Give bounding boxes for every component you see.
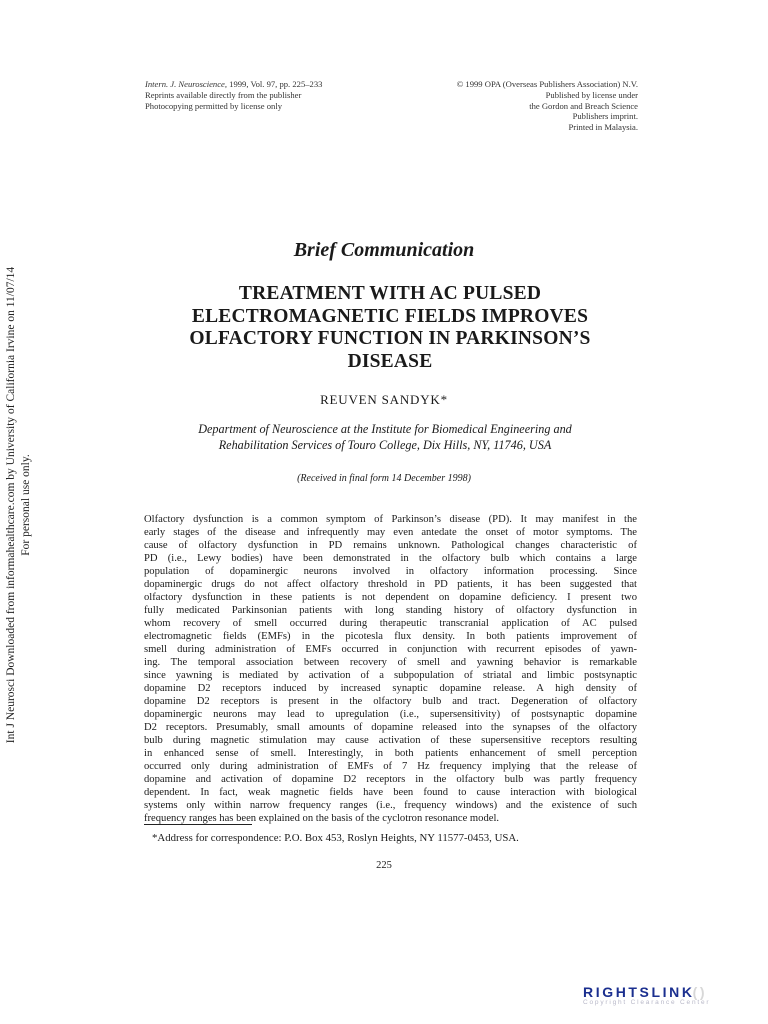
journal-header-right [378, 79, 638, 133]
abstract-text [144, 513, 637, 825]
printed-line: Printed in Malaysia. [568, 122, 638, 133]
received-date: (Received in final form 14 December 1998) [297, 473, 471, 484]
download-watermark [4, 265, 34, 745]
rightslink-logo[interactable] [583, 984, 710, 1006]
abstract-line: D2 receptors. Presumably, small amounts of dopamine released into the synapses of the olfactory [144, 722, 637, 734]
abstract-line: fully medicated Parkinsonian patients with long standing history of olfactory dysfunction in [144, 605, 637, 617]
ccc-subtext: Copyright Clearance Center [583, 999, 711, 1006]
imprint-line: Publishers imprint. [572, 111, 638, 122]
affiliation-line: Rehabilitation Services of Touro College, Dix Hills, NY, 11746, USA [218, 437, 552, 452]
page-number: 225 [376, 860, 392, 871]
abstract-line: since yawning is mediated by activation of a subpopulation of striatal and limbic postsynaptic [144, 670, 637, 682]
abstract-line: PD (i.e., Lewy bodies) have been demonstrated in the olfactory bulb which contains a large [144, 553, 637, 565]
title-line: TREATMENT WITH AC PULSED [238, 283, 542, 304]
abstract-line: dopamine D2 receptors is present in the olfactory bulb and tract. Degeneration of olfactory [144, 696, 637, 708]
abstract-line: in enhanced sense of smell. Interestingly, in both patients enhancement of smell perception [144, 748, 637, 760]
abstract-line: bulb during magnetic stimulation may cause activation of these supersensitive receptors resulting [144, 735, 637, 747]
title-line: OLFACTORY FUNCTION IN PARKINSON’S [189, 328, 591, 349]
download-notice: Int J Neurosci Downloaded from informahealthcare.com by University of California Irvine on 11/07/14 [5, 266, 17, 744]
author-name: REUVEN SANDYK* [320, 392, 448, 407]
correspondence-footnote: *Address for correspondence: P.O. Box 453, Roslyn Heights, NY 11577-0453, USA. [152, 832, 519, 844]
title-line: ELECTROMAGNETIC FIELDS IMPROVES [191, 305, 589, 327]
reprints-note: Reprints available directly from the publisher [145, 89, 302, 100]
copyright-line: © 1999 OPA (Overseas Publishers Association) N.V. [456, 79, 638, 89]
abstract-line: olfactory dysfunction in these patients is not dependent on dopamine deficiency. I present two [144, 592, 637, 604]
abstract-line: systems only within narrow frequency ranges (i.e., frequency windows) and the existence of such [144, 800, 637, 812]
article-title [140, 283, 640, 373]
license-line: Published by license under [545, 89, 638, 100]
abstract-line: cause of olfactory dysfunction in PD remains unknown. Pathological changes characteristic of [144, 540, 637, 552]
abstract-line: Olfactory dysfunction is a common symptom of Parkinson’s disease (PD). It may manifest in the [144, 514, 637, 525]
footnote-divider [144, 824, 252, 825]
abstract-line: electromagnetic fields (EMFs) in the picotesla flux density. In both patients improvement of [144, 631, 637, 643]
personal-use-notice: For personal use only. [20, 454, 32, 556]
photocopy-note: Photocopying permitted by license only [145, 100, 283, 111]
publisher-line: the Gordon and Breach Science [529, 100, 638, 111]
abstract-line: early stages of the disease and infrequently may even antedate the onset of motor symptoms. The [144, 527, 637, 539]
abstract-line: occurred only during administration of EMFs of 7 Hz frequency implying that the release of [144, 761, 637, 773]
abstract-line: dopamine D2 receptors induced by increased synaptic dopamine release. A high density of [144, 683, 637, 695]
swoosh-icon: () [692, 984, 708, 1000]
author-affiliation [160, 422, 610, 453]
title-line: DISEASE [347, 350, 433, 372]
rightslink-text: RIGHTSLINK [583, 984, 695, 1000]
journal-header-left [145, 79, 322, 111]
abstract-line: dopaminergic neurons may lead to upregulation (i.e., supersensitivity) of postsynaptic dopamine [144, 709, 637, 721]
journal-citation [145, 79, 322, 90]
journal-volume-pages: 1999, Vol. 97, pp. 225–233 [227, 79, 323, 89]
abstract-line: dopaminergic drugs do not affect olfactory threshold in PD patients, it has been suggested that [144, 579, 637, 591]
abstract-line: dependent. In fact, weak magnetic fields have been found to cause interaction with biological [144, 787, 637, 799]
abstract-line: smell during administration of EMFs occurred in conjunction with recurrent episodes of yawn- [144, 644, 637, 656]
abstract-line: frequency ranges has been explained on the basis of the cyclotron resonance model. [144, 813, 500, 825]
abstract-line: whom recovery of smell occurred during therapeutic transcranial application of AC pulsed [144, 618, 637, 630]
affiliation-line: Department of Neuroscience at the Institute for Biomedical Engineering and [198, 422, 572, 436]
abstract-line: ing. The temporal association between recovery of smell and yawning behavior is remarkable [144, 657, 637, 669]
rightslink-wordmark [583, 984, 710, 1000]
journal-name: Intern. J. Neuroscience, [145, 79, 228, 89]
section-label: Brief Communication [293, 239, 475, 261]
abstract-line: dopamine and activation of dopamine D2 receptors in the olfactory bulb was partly frequency [144, 774, 637, 786]
abstract-line: population of dopaminergic neurons involved in olfactory information processing. Since [144, 566, 637, 578]
